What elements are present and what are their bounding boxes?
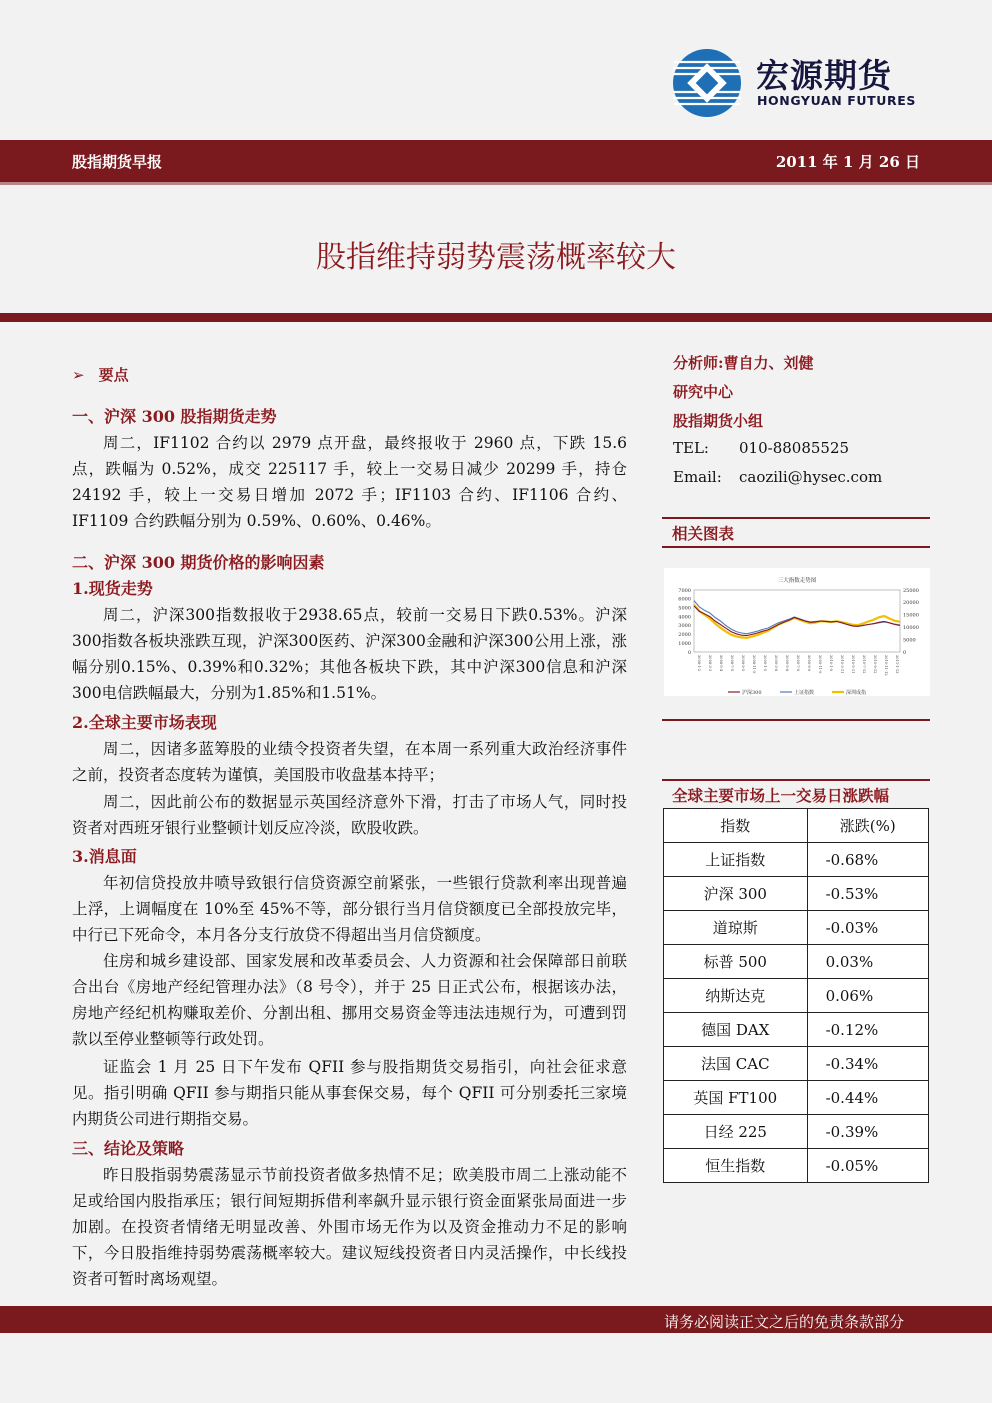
index-name-cell: 德国 DAX (664, 1013, 808, 1047)
change-value-cell: -0.68% (807, 843, 928, 877)
index-name-cell: 纳斯达克 (664, 979, 808, 1013)
legend-label: 沪深300 (742, 689, 762, 696)
index-name-cell: 上证指数 (664, 843, 808, 877)
change-value-cell: -0.03% (807, 911, 928, 945)
table-heading: 全球主要市场上一交易日涨跌幅 (672, 786, 890, 805)
table-row (664, 1013, 929, 1047)
y-left-tick-label: 3000 (678, 623, 691, 630)
x-tick-label: 2010-3-11 (840, 655, 844, 674)
research-center: 研究中心 (673, 383, 734, 401)
x-tick-label: 2008-11-5 (752, 655, 756, 674)
change-value-cell: -0.05% (807, 1149, 928, 1183)
table-row (664, 979, 929, 1013)
y-right-tick-label: 25000 (903, 587, 919, 594)
report-date: 2011 年 1 月 26 日 (775, 153, 920, 171)
x-tick-label: 2009-7-9 (796, 655, 800, 672)
table-header-cell: 涨跌(%) (807, 809, 928, 843)
index-name-cell: 恒生指数 (664, 1149, 808, 1183)
x-tick-label: 2010-5-11 (851, 655, 855, 674)
tel-value: 010-88085525 (739, 439, 850, 457)
title-divider (0, 313, 992, 322)
table-row (664, 945, 929, 979)
chart-bottom-rule (662, 719, 930, 721)
section-1-heading: 一、沪深 300 股指期货走势 (72, 407, 277, 426)
y-left-tick-label: 7000 (678, 587, 691, 594)
table-row (664, 1047, 929, 1081)
table-row (664, 1115, 929, 1149)
index-name-cell: 道琼斯 (664, 911, 808, 945)
analyst-names: 分析师:曹自力、刘健 (673, 354, 814, 372)
table-row (664, 911, 929, 945)
x-tick-label: 2009-9-9 (807, 655, 811, 672)
x-tick-label: 2011-1-13 (895, 655, 899, 674)
logo-company-name-cn: 宏源期货 (756, 56, 892, 95)
section-2-1-heading: 1.现货走势 (72, 579, 153, 598)
table-heading-rule (662, 779, 930, 781)
x-tick-label: 2009-1-5 (763, 655, 767, 672)
x-tick-label: 2008-7-5 (730, 655, 734, 672)
x-tick-label: 2010-7-12 (862, 655, 866, 674)
footer-disclaimer: 请务必阅读正文之后的免责条款部分 (663, 1313, 904, 1331)
section-2-3-paragraph-2: 住房和城乡建设部、国家发展和改革委员会、人力资源和社会保障部日前联合出台《房地产经纪管理办法》（8 号令），并于 25 日正式公布，根据该办法，房地产经纪机构赚取差价、分割出租、挪用交易资金等违法违规行为，可遭到罚款以至停业整顿等行政处罚。 (72, 952, 627, 1048)
tel-label: TEL: (673, 439, 709, 457)
change-value-cell: -0.39% (807, 1115, 928, 1149)
x-tick-label: 2009-11-9 (818, 655, 822, 674)
y-right-tick-label: 20000 (903, 600, 919, 607)
change-value-cell: -0.53% (807, 877, 928, 911)
change-value-cell: -0.34% (807, 1047, 928, 1081)
x-tick-label: 2009-3-8 (774, 655, 778, 672)
arrow-bullet-icon: ➢ (72, 366, 85, 384)
research-group: 股指期货小组 (673, 412, 764, 430)
three-index-trend-chart (664, 568, 930, 696)
table-row (664, 877, 929, 911)
x-tick-label: 2008-3-3 (708, 655, 712, 672)
y-left-tick-label: 1000 (678, 640, 691, 647)
section-1-paragraph: 周二，IF1102 合约以 2979 点开盘，最终报收于 2960 点，下跌 15.6 点，跌幅为 0.52%，成交 225117 手，较上一交易日减少 20299 手，持仓 24192 手，较上一交易日增加 2072 手；IF1103 合约、IF1106 合约、IF1109 合约跌幅分别为 0.59%、0.60%、0.46%。 (72, 434, 627, 530)
index-name-cell: 法国 CAC (664, 1047, 808, 1081)
section-2-2-heading: 2.全球主要市场表现 (72, 713, 217, 732)
section-2-2-paragraph-1: 周二，因诸多蓝筹股的业绩令投资者失望，在本周一系列重大政治经济事件之前，投资者态度转为谨慎，美国股市收盘基本持平； (72, 740, 627, 784)
table-row (664, 1149, 929, 1183)
legend-label: 上证指数 (794, 689, 815, 696)
y-left-tick-label: 2000 (678, 632, 691, 639)
y-right-tick-label: 10000 (903, 625, 919, 631)
index-name-cell: 日经 225 (664, 1115, 808, 1149)
chart-background (664, 568, 930, 696)
index-name-cell: 沪深 300 (664, 877, 808, 911)
table-row (664, 1081, 929, 1115)
section-2-3-paragraph-1: 年初信贷投放井喷导致银行信贷资源空前紧张，一些银行贷款利率出现普遍上浮，上调幅度在 10%至 45%不等，部分银行当月信贷额度已全部投放完毕，中行已下死命令，本月各分支行放贷不得超出当月信贷额度。 (72, 874, 627, 944)
y-left-tick-label: 0 (687, 649, 691, 656)
chart-heading-rule (662, 517, 930, 519)
chart-heading: 相关图表 (672, 524, 735, 543)
x-tick-label: 2008-5-4 (719, 655, 723, 672)
section-3-heading: 三、结论及策略 (72, 1139, 185, 1158)
chart-title: 三大指数走势图 (777, 578, 817, 584)
legend-label: 深圳成指 (846, 689, 867, 696)
chart-heading-underline (662, 546, 930, 548)
contact-email (673, 468, 882, 486)
header-bar-underline (0, 182, 992, 185)
y-left-tick-label: 6000 (678, 596, 691, 603)
y-left-tick-label: 4000 (678, 614, 691, 621)
section-2-3-paragraph-3: 证监会 1 月 25 日下午发布 QFII 参与股指期货交易指引，向社会征求意见。指引明确 QFII 参与期指只能从事套保交易，每个 QFII 可分别委托三家境内期货公司进行期指交易。 (72, 1058, 627, 1128)
page-title: 股指维持弱势震荡概率较大 (316, 240, 676, 275)
x-tick-label: 2010-9-12 (873, 655, 877, 674)
y-right-tick-label: 0 (903, 649, 907, 656)
change-value-cell: -0.12% (807, 1013, 928, 1047)
contact-tel (673, 439, 849, 457)
y-right-tick-label: 15000 (903, 612, 919, 619)
x-tick-label: 2010-11-12 (884, 655, 888, 676)
hongyuan-logo-icon (672, 48, 742, 118)
change-value-cell: -0.44% (807, 1081, 928, 1115)
change-value-cell: 0.06% (807, 979, 928, 1013)
index-name-cell: 英国 FT100 (664, 1081, 808, 1115)
market-change-table (663, 808, 929, 1183)
x-tick-label: 2009-5-8 (785, 655, 789, 672)
email-value: caozili@hysec.com (739, 468, 883, 486)
table-row (664, 843, 929, 877)
change-value-cell: 0.03% (807, 945, 928, 979)
x-tick-label: 2008-9-5 (741, 655, 745, 672)
key-points-label: 要点 (98, 366, 129, 384)
logo-company-name-en: HONGYUAN FUTURES (757, 93, 916, 108)
index-name-cell: 标普 500 (664, 945, 808, 979)
section-2-3-heading: 3.消息面 (72, 847, 137, 866)
report-type: 股指期货早报 (72, 153, 163, 171)
key-points-heading (72, 364, 129, 385)
section-2-heading: 二、沪深 300 期货价格的影响因素 (72, 553, 325, 572)
x-tick-label: 2010-1-9 (829, 655, 833, 672)
section-2-1-paragraph: 周二，沪深300指数报收于2938.65点，较前一交易日下跌0.53%。沪深300指数各板块涨跌互现，沪深300医药、沪深300金融和沪深300公用上涨，涨幅分别0.15%、0.39%和0.32%；其他各板块下跌，其中沪深300信息和沪深300电信跌幅最大，分别为1.85%和1.51%。 (72, 606, 627, 702)
section-2-2-paragraph-2: 周二，因此前公布的数据显示英国经济意外下滑，打击了市场人气，同时投资者对西班牙银行业整顿计划反应冷淡，欧股收跌。 (72, 793, 627, 837)
email-label: Email: (673, 468, 722, 486)
y-left-tick-label: 5000 (678, 605, 691, 612)
table-header-cell: 指数 (664, 809, 808, 843)
section-3-paragraph: 昨日股指弱势震荡显示节前投资者做多热情不足；欧美股市周二上涨动能不足或给国内股指承压；银行间短期拆借利率飙升显示银行资金面紧张局面进一步加剧。在投资者情绪无明显改善、外围市场无作为以及资金推动力不足的影响下，今日股指维持弱势震荡概率较大。建议短线投资者日内灵活操作，中长线投资者可暂时离场观望。 (72, 1166, 627, 1288)
x-tick-label: 2008-1-2 (697, 655, 701, 672)
y-right-tick-label: 5000 (903, 637, 916, 644)
table-header-row (664, 809, 929, 843)
